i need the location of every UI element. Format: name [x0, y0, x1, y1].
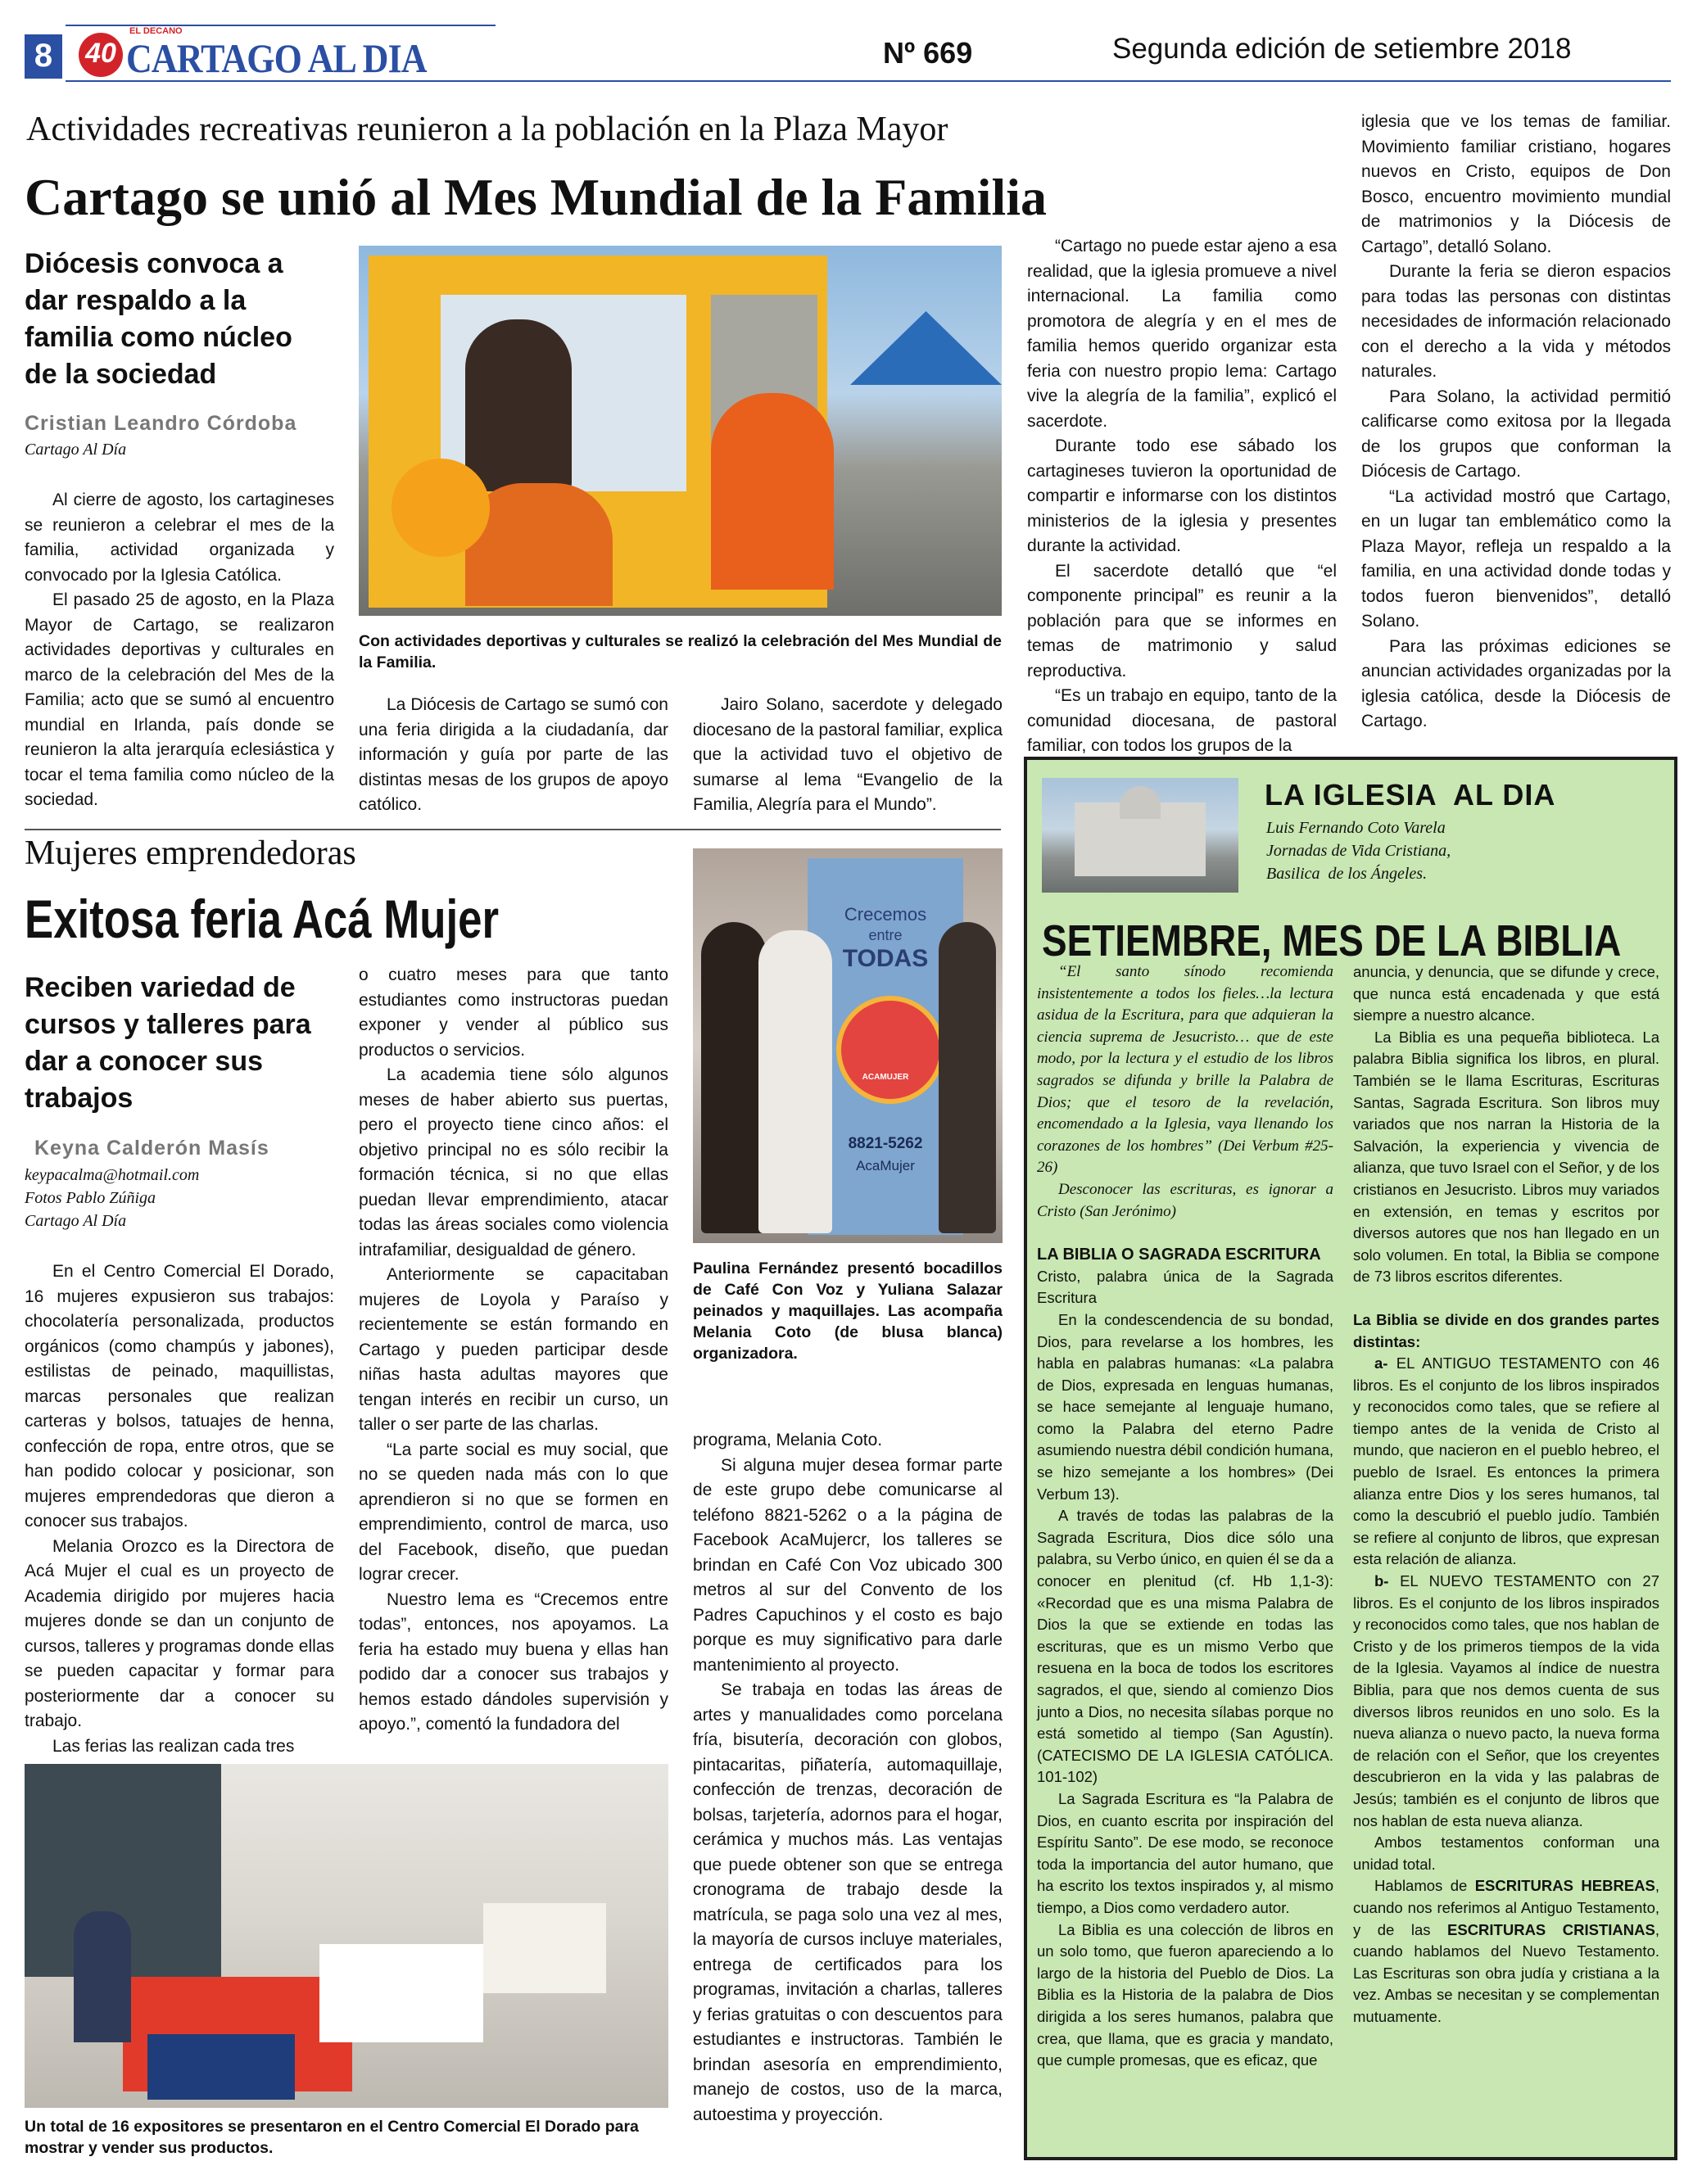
paragraph: Se trabaja en todas las áreas de artes y manualidades como porcelana fría, bisutería, decoración con globos, pintacaritas, piñatería, automaquillaje, confección de trenzas, decoración de bolsas, tarjetería, adornos para el hogar, cerámica y muchos más. Las ventajas que puede obtener son que se entrega cronograma de trabajo desde la matrícula, se paga solo una vez al mes, la mayoría de cursos incluye materiales, entrega de certificados para los programas, invitación a charlas, talleres y ferias gratuitas o con descuentos para estudiantes e instructoras. También le brindan asesoría en emprendimiento, manejo de costos, uso de la marca, autoestima y proyección. — [693, 1680, 1003, 2124]
paragraph: La Diócesis de Cartago se sumó con una feria dirigida a la ciudadanía, dar información y guía por parte de las distintas mesas de los grupos de apoyo católico. — [359, 695, 668, 814]
column-subtitle-line: Cristo, palabra única de la Sagrada Escritura — [1037, 1267, 1333, 1307]
new-testament-paragraph — [1353, 1571, 1659, 1832]
section-divider — [25, 829, 1001, 830]
paragraph: Durante todo ese sábado los cartagineses tuvieron la oportunidad de compartir e informarse con los distintos ministerios de la iglesia y presentes durante la actividad. — [1027, 436, 1337, 555]
article1-author: Cristian Leandro Córdoba — [25, 412, 297, 435]
banner-facebook: AcaMujer — [856, 1158, 915, 1173]
photo-table — [483, 1903, 606, 1993]
family-fair-photo — [359, 246, 1002, 616]
article2-subhead: Reciben variedad de cursos y talleres para dar a conocer sus trabajos — [25, 972, 311, 1114]
article2-outlet: Cartago Al Día — [25, 1212, 127, 1230]
column-headline: SETIEMBRE, MES DE LA BIBLIA — [1042, 916, 1622, 965]
photo-tent — [850, 311, 1002, 385]
photo-table — [319, 1944, 483, 2042]
article1-subhead: Diócesis convoca a dar respaldo a la familia como núcleo de la sociedad — [25, 248, 292, 390]
paragraph: El sacerdote detalló que “el componente principal” es reunir a la población para que se informes en temas de matrimonio y salud reproductiva. — [1027, 561, 1337, 681]
old-testament-text: EL ANTIGUO TESTAMENTO con 46 libros. Es el conjunto de los libros inspirados y reconocidos como tales, que se refiere al tiempo antes de la venida de Cristo al mundo, que nacieron en el pueblo hebreo, el pueblo de Israel. Es entonces la primera alianza entre Dios y los seres humanos, tal como la descubrió el pueblo judío. También se refiere al conjunto de libros, que expresan esta relación de alianza. — [1353, 1354, 1659, 1568]
paragraph: “La actividad mostró que Cartago, en un lugar tan emblemático como la Plaza Mayor, refleja un respaldo a la familia, en una actividad donde todas y todos fueron bienvenidos”, detalló Solano. — [1361, 486, 1671, 631]
bible-quote: “El santo sínodo recomienda insistentemente a todos los fieles…la lectura asidua de la Escritura, para que adquieran la ciencia suprema de Jesucristo… que de este modo, por la lectura y el estudio de los libros sagrados se difunda y brille la Palabra de Dios; que el tesoro de la revelación, encomendado a la Iglesia, vaya llenando los corazones de los hombres” (Dei Verbum #25-26) — [1037, 963, 1333, 1177]
old-testament-label: a- — [1374, 1354, 1388, 1372]
final-text: Hablamos de — [1374, 1877, 1475, 1895]
paragraph: En la condescendencia de su bondad, Dios, para revelarse a los hombres, les habla en palabras humanas: «La palabra de Dios, expresada en lenguas humanas, se hace semejante al lenguaje humano, como la Palabra del eterno Padre asumiendo nuestra débil condición humana, se hizo semejante a los hombres» (Dei Verbum 13). — [1037, 1310, 1334, 1503]
new-testament-label: b- — [1374, 1572, 1389, 1590]
column-author: Luis Fernando Coto Varela — [1266, 819, 1446, 837]
article1-outlet: Cartago Al Día — [25, 441, 127, 459]
paragraph: Jairo Solano, sacerdote y delegado diocesano de la pastoral familiar, explica que la actividad tuvo el objetivo de sumarse al lema “Evangelio de la Familia, Alegría para el Mundo”. — [693, 695, 1003, 814]
photo-person — [74, 1911, 131, 2042]
article1-kicker: Actividades recreativas reunieron a la población en la Plaza Mayor — [26, 111, 948, 148]
paragraph: La Sagrada Escritura es “la Palabra de Dios, en cuanto escrita por inspiración del Espíritu Santo”. De ese modo, se reconoce toda la importancia del autor humano, que ha escrito los textos inspirados y, al mismo tiempo, a Dios como verdadero autor. — [1037, 1789, 1333, 1916]
acamujer-banner-photo — [693, 848, 1003, 1243]
bible-quote-2: Desconocer las escrituras, es ignorar a Cristo (San Jerónimo) — [1037, 1180, 1333, 1220]
expositores-photo — [25, 1764, 668, 2108]
paragraph-continuation: iglesia que ve los temas de familiar. Movimiento familiar cristiano, hogares nuevos en Cristo, equipos de Don Bosco, encuentro movimiento mundial de matrimonios y la Diócesis de Cartago”, detalló Solano. — [1361, 112, 1671, 256]
paragraph: Nuestro lema es “Crecemos entre todas”, entonces, nos apoyamos. La feria ha estado muy buena y ellas han podido dar a conocer sus trabajos y hemos estado dándoles supervisión y apoyo.”, comentó la fundadora del — [359, 1589, 668, 1734]
article1-headline: Cartago se unió al Mes Mundial de la Familia — [25, 168, 1047, 226]
banner-text-line: Crecemos — [844, 904, 927, 925]
article2-photo-credit: Fotos Pablo Zúñiga — [25, 1189, 156, 1207]
photo-person — [939, 922, 996, 1233]
column-left — [1037, 961, 1333, 2072]
article1-col3 — [693, 693, 1003, 818]
page-number: 8 — [34, 38, 53, 74]
logo-badge-number: 40 — [85, 38, 116, 69]
paragraph: En el Centro Comercial El Dorado, 16 mujeres expusieron sus trabajos: chocolatería personalizada, productos orgánicos (como champús y jabones), estilistas de peinado, maquillistas, marcas personales que realizan carteras y bolsos, tatuajes de henna, confección de ropa, entre otros, que se han podido colocar y posicionar, son mujeres emprendedoras que dieron a conocer sus trabajos. — [25, 1262, 334, 1531]
column-box — [1024, 757, 1677, 2160]
paragraph: El pasado 25 de agosto, en la Plaza Mayor de Cartago, se realizaron actividades deportivas y culturales en marco de la celebración del Mes de la Familia; acto que se sumó al encuentro mundial en Irlanda, país donde se reunieron la alta jerarquía eclesiástica y tocar el tema familia como núcleo de la sociedad. — [25, 590, 334, 809]
paragraph: Durante la feria se dieron espacios para todas las personas con distintas necesidades de información relacionado con el derecho a la vida y métodos naturales. — [1361, 262, 1671, 381]
paragraph: “La parte social es muy social, que no se queden nada más con lo que aprendieron si no que se formen en emprendimiento, control de marca, uso del Facebook, diseño, que puedan lograr crecer. — [359, 1440, 668, 1584]
banner-logo-circle — [836, 996, 944, 1104]
article2-photo-caption-bottom: Un total de 16 expositores se presentaron en el Centro Comercial El Dorado para mostrar y vender sus productos. — [25, 2118, 639, 2157]
final-paragraph — [1353, 1875, 1659, 2028]
new-testament-text: EL NUEVO TESTAMENTO con 27 libros. Es el conjunto de los libros inspirados y reconocidos como tales, que nos hablan de Cristo y de los primeros tiempos de la vida de la Iglesia. Vayamos al índice de nuestra Biblia, para que nos demos cuenta de sus diversos libros reunidos en uno solo. Es la nueva alianza o nuevo pacto, la nueva forma de relación con el Señor, que los creyentes descubrieron en la vida y las palabras de Jesús; también es el conjunto de libros que nos hablan de esta nueva alianza. — [1353, 1572, 1659, 1829]
photo-person — [711, 393, 834, 590]
article2-col2 — [359, 963, 668, 1738]
article2-photo-caption-right: Paulina Fernández presentó bocadillos de Café Con Voz y Yuliana Salazar peinados y maquillajes. Las acompaña Melania Coto (de blusa blanca) organizadora. — [693, 1259, 1003, 1363]
final-text: , cuando hablamos del Nuevo Testamento. Las Escrituras son obra judía y cristiana a la vez. Ambas se necesitan y se complementan mutuamente. — [1353, 1920, 1659, 2025]
photo-flower — [392, 459, 490, 557]
paragraph: Anteriormente se capacitaban mujeres de Loyola y Paraíso y recientemente se están formando en Cartago y pueden participar desde niñas hasta adultas mayores que tengan interés en recibir un curso, un taller o ser parte de las charlas. — [359, 1265, 668, 1434]
article1-col5 — [1361, 110, 1671, 735]
paragraph: Melania Orozco es la Directora de Acá Mujer el cual es un proyecto de Academia dirigido por mujeres hacia mujeres donde se dan un conjunto de cursos, talleres y programas donde ellas se pueden capacitar y formar para posteriormente dar a conocer su trabajo. — [25, 1536, 334, 1730]
newspaper-logo — [79, 26, 427, 81]
banner-logo-text: ACAMUJER — [862, 1073, 909, 1082]
paragraph: Para Solano, la actividad permitió calificarse como exitosa por la llegada de los grupos que conforman la Diócesis de Cartago. — [1361, 387, 1671, 481]
column-right — [1353, 961, 1659, 2028]
paragraph: Las ferias las realizan cada tres — [52, 1736, 295, 1756]
basilica-photo — [1042, 778, 1238, 893]
paragraph: Para las próximas ediciones se anuncian actividades organizadas por la iglesia católica, desde la Diócesis de Cartago. — [1361, 636, 1671, 730]
photo-person — [701, 922, 767, 1233]
old-testament-paragraph — [1353, 1353, 1659, 1571]
christian-scriptures: ESCRITURAS CRISTIANAS — [1447, 1920, 1655, 1938]
article2-col3 — [693, 1428, 1003, 2127]
edition-date: Segunda edición de setiembre 2018 — [1112, 33, 1572, 65]
paragraph-continuation: programa, Melania Coto. — [693, 1431, 883, 1449]
article2-headline: Exitosa feria Acá Mujer — [25, 889, 500, 949]
column-author-role: Jornadas de Vida Cristiana, — [1266, 842, 1451, 860]
final-text: , cuando nos referimos al Antiguo Testamento, y de las — [1353, 1877, 1659, 1938]
photo-person — [758, 930, 832, 1233]
paragraph: “Cartago no puede estar ajeno a esa realidad, que la iglesia promueve a nivel internacional. La familia como promotora de alegría y en el mes de familia hemos querido organizar esta feria con nuestro propio lema: Cartago vive la alegría de la familia”, explicó el sacerdote. — [1027, 237, 1337, 431]
paragraph: A través de todas las palabras de la Sagrada Escritura, Dios dice sólo una palabra, su Verbo único, en quien él se da a conocer en plenitud (cf. Hb 1,1-3): «Recordad que es una misma Palabra de Dios la que se extiende en todas las escrituras, que es un mismo Verbo que resuena en la boca de todos los escritores sagrados, el que, siendo al comienzo Dios junto a Dios, no necesita sílabas porque no está sometido al tiempo (San Agustín). (CATECISMO DE LA IGLESIA CATÓLICA. 101-102) — [1037, 1507, 1333, 1786]
article1-col2 — [359, 693, 668, 818]
paragraph: Ambos testamentos conforman una unidad total. — [1353, 1834, 1659, 1873]
paragraph: La Biblia es una pequeña biblioteca. La palabra Biblia significa los libros, en plural. También se le llama Escrituras, Escrituras Santas, Sagrada Escritura. Son libros muy variados que nos narran la Historia de la Salvación, la experiencia y vivencia de alianza, que tuvo Israel con el Señor, y de los cristianos en Jesucristo. Libros muy variados en extensión, en temas y escritos por diversos autores que nos han llegado en un solo volumen. En total, la Biblia se compone de 73 libros escritos diferentes. — [1353, 1028, 1659, 1286]
photo-display — [147, 2034, 295, 2100]
article2-author: Keyna Calderón Masís — [34, 1137, 269, 1160]
article2-email: keypacalma@hotmail.com — [25, 1166, 200, 1184]
article1-col1 — [25, 488, 334, 813]
article2-kicker: Mujeres emprendedoras — [25, 834, 356, 872]
paragraph: La academia tiene sólo algunos meses de haber abierto sus puertas, pero el proyecto tiene cinco años: el objetivo principal no es sólo recibir la formación técnica, si no que ellas puedan llevar emprendimiento, atacar todas las áreas sociales como violencia intrafamiliar, desigualdad de género. — [359, 1065, 668, 1259]
paragraph-continuation: anuncia, y denuncia, que se difunde y crece, que nunca está encadenada y que está siempre a nuestro alcance. — [1353, 963, 1659, 1024]
paragraph: Si alguna mujer desea formar parte de este grupo debe comunicarse al teléfono 8821-5262 o a la página de Facebook AcaMujercr, los talleres se brindan en Café Con Voz ubicado 300 metros al sur del Convento de los Padres Capuchinos y el costo es bajo porque es muy significativo para darle mantenimiento al proyecto. — [693, 1455, 1003, 1675]
paragraph: La Biblia es una colección de libros en un solo tomo, que fueron apareciendo a lo largo de la historia del Pueblo de Dios. La Biblia es la Historia de la palabra de Dios dirigida a los seres humanos, palabra que crea, que llama, que es gracia y mandato, que cumple promesas, que es eficaz, que — [1037, 1920, 1333, 2069]
banner-text-line: entre — [868, 927, 903, 943]
hebrew-scriptures: ESCRITURAS HEBREAS — [1474, 1877, 1655, 1895]
column-author-place: Basilica de los Ángeles. — [1266, 865, 1428, 883]
divide-title: La Biblia se divide en dos grandes partes distintas: — [1353, 1310, 1659, 1350]
page-header — [0, 0, 1693, 82]
paragraph: “Es un trabajo en equipo, tanto de la comunidad diocesana, de pastoral familiar, con todos los grupos de la — [1027, 686, 1337, 755]
logo-title: CARTAGO AL DIA — [126, 35, 427, 81]
column-subtitle: LA BIBLIA O SAGRADA ESCRITURA — [1037, 1246, 1321, 1264]
paragraph: Al cierre de agosto, los cartagineses se reunieron a celebrar el mes de la familia, actividad organizada y convocado por la Iglesia Católica. — [25, 491, 334, 585]
paragraph-continuation: o cuatro meses para que tanto estudiantes como instructoras puedan exponer y vender al público sus productos o servicios. — [359, 965, 668, 1060]
photo-person — [465, 319, 572, 491]
banner-phone: 8821-5262 — [848, 1135, 923, 1152]
article1-photo-caption: Con actividades deportivas y culturales se realizó la celebración del Mes Mundial de la Familia. — [359, 632, 1002, 671]
logo-tagline: EL DECANO — [129, 26, 183, 36]
basilica-dome — [1120, 786, 1161, 819]
issue-number: Nº 669 — [883, 36, 973, 70]
article1-col4 — [1027, 234, 1337, 759]
banner-text-line: TODAS — [842, 945, 929, 972]
article2-col1 — [25, 1259, 334, 1759]
column-section-title: LA IGLESIA AL DIA — [1265, 778, 1556, 812]
